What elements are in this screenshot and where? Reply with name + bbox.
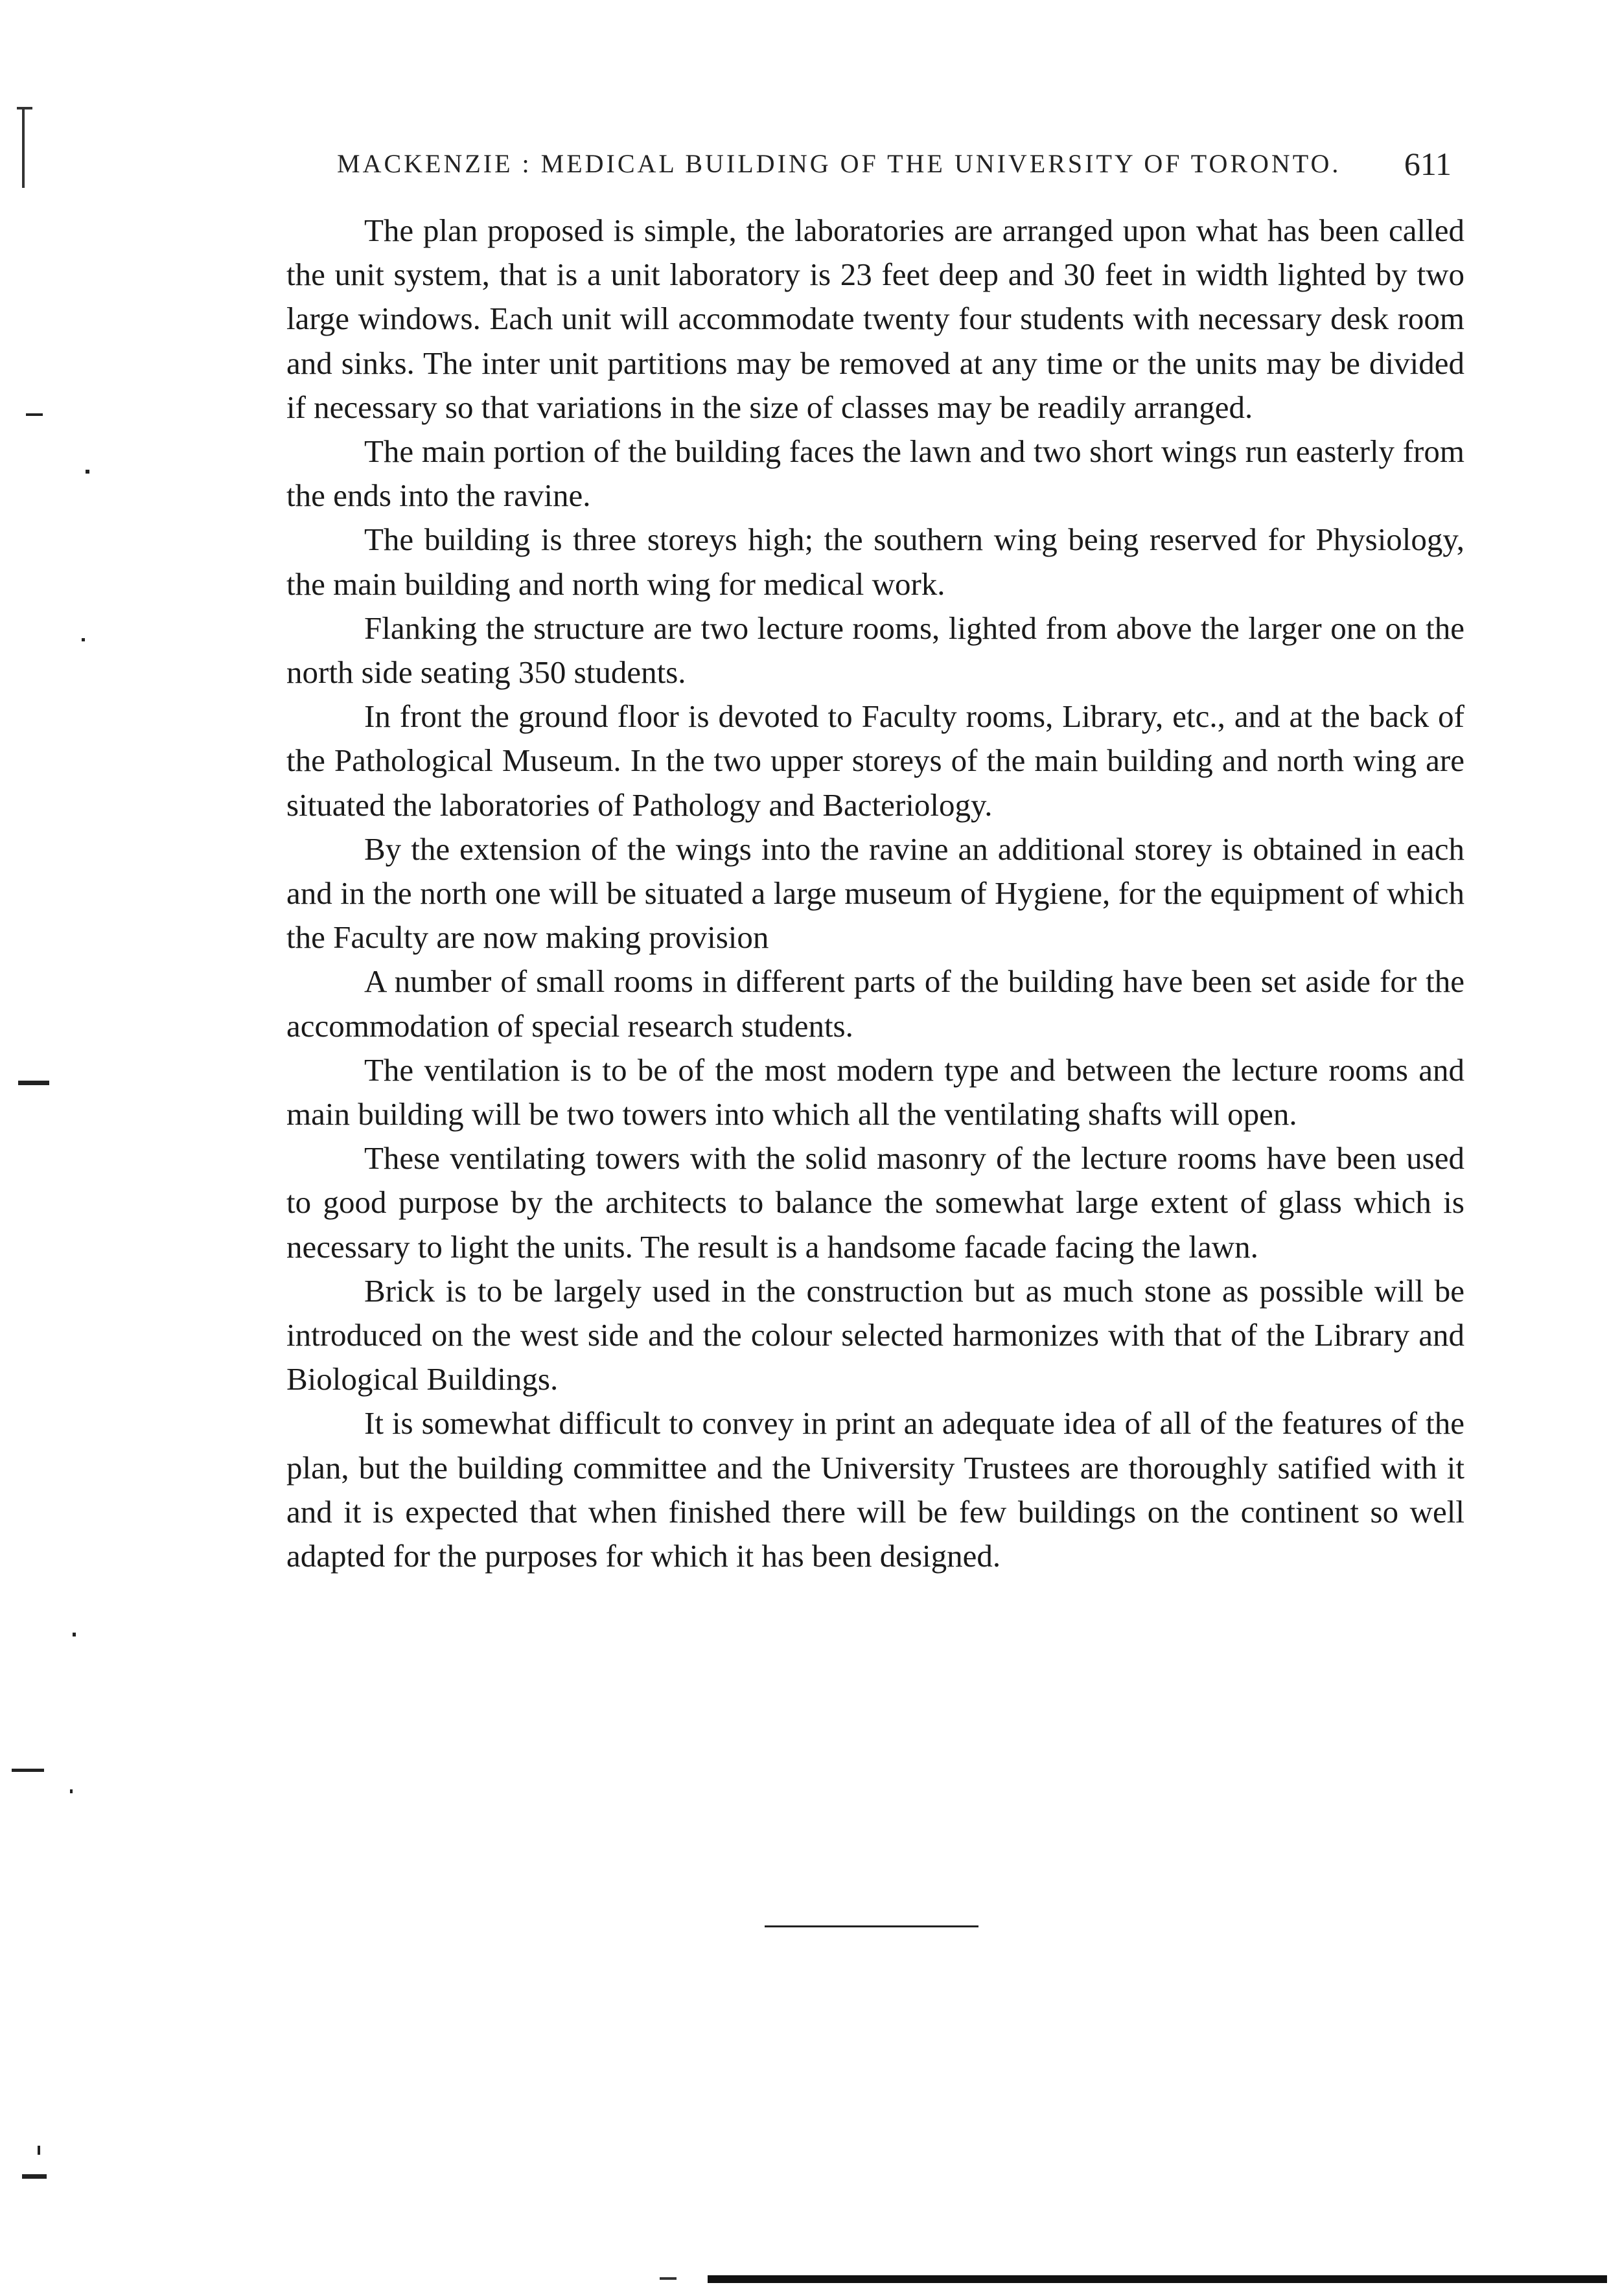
paragraph: In front the ground floor is devoted to Faculty rooms, Library, etc., and at the back of the Pathological Museum. In the two upper storeys of the main building and north wing are situated the laboratories of Pathology and Bacteriology.: [286, 698, 1464, 823]
paragraph: It is somewhat difficult to convey in print an adequate idea of all of the features of the plan, but the building committee and the University Trustees are thoroughly satified with it and it is expected that when finished there will be few buildings on the continent so well adapted for the purposes for which it has been designed.: [286, 1405, 1464, 1574]
paragraph: Brick is to be largely used in the construction but as much stone as possible will be introduced on the west side and the colour selected harmonizes with that of the Library and Biological Buildings.: [286, 1272, 1464, 1397]
paragraph: The building is three storeys high; the southern wing being reserved for Physiology, the main building and north wing for medical work.: [286, 522, 1464, 602]
margin-speck: [73, 1633, 76, 1636]
paragraph: By the extension of the wings into the ravine an additional storey is obtained in each and in the north one will be situated a large museum of Hygiene, for the equipment of which the Faculty are now making provision: [286, 831, 1464, 956]
page-header: [337, 141, 1452, 187]
margin-speck: [26, 413, 43, 416]
margin-speck: [82, 638, 85, 641]
margin-speck: [86, 470, 89, 474]
margin-speck: [38, 2146, 40, 2155]
margin-speck: [22, 2174, 47, 2179]
margin-speck: [12, 1769, 44, 1772]
paragraph: These ventilating towers with the solid masonry of the lecture rooms have been used to good purpose by the architects to balance the somewhat large extent of glass which is necessary to light the units. The result is a handsome facade facing the lawn.: [286, 1140, 1464, 1265]
page-number: 611: [1404, 146, 1452, 182]
paragraph: Flanking the structure are two lecture rooms, lighted from above the larger one on the north side seating 350 students.: [286, 610, 1464, 691]
paragraph: The main portion of the building faces the lawn and two short wings run easterly from the ends into the ravine.: [286, 433, 1464, 514]
scan-edge-dash: [660, 2277, 677, 2280]
margin-speck: [70, 1789, 73, 1793]
crop-mark-tick: [17, 107, 32, 109]
article-body: [286, 209, 1464, 1578]
paragraph: The plan proposed is simple, the laboratories are arranged upon what has been called the unit system, that is a unit laboratory is 23 feet deep and 30 feet in width lighted by two large windows. Each unit will accommodate twenty four students with necessary desk room and sinks. The inter unit partitions may be removed at any time or the units may be divided if necessary so that variations in the size of classes may be readily arranged.: [286, 212, 1464, 425]
crop-mark: [22, 107, 25, 188]
paragraph: A number of small rooms in different parts of the building have been set aside for the accommodation of special research students.: [286, 963, 1464, 1044]
running-head: MACKENZIE : MEDICAL BUILDING OF THE UNIVERSITY OF TORONTO.: [337, 149, 1341, 178]
margin-speck: [18, 1081, 49, 1085]
scan-edge-bar: [708, 2275, 1607, 2283]
paragraph: The ventilation is to be of the most modern type and between the lecture rooms and main building will be two towers into which all the ventilating shafts will open.: [286, 1051, 1464, 1132]
section-end-rule: [765, 1925, 978, 1927]
